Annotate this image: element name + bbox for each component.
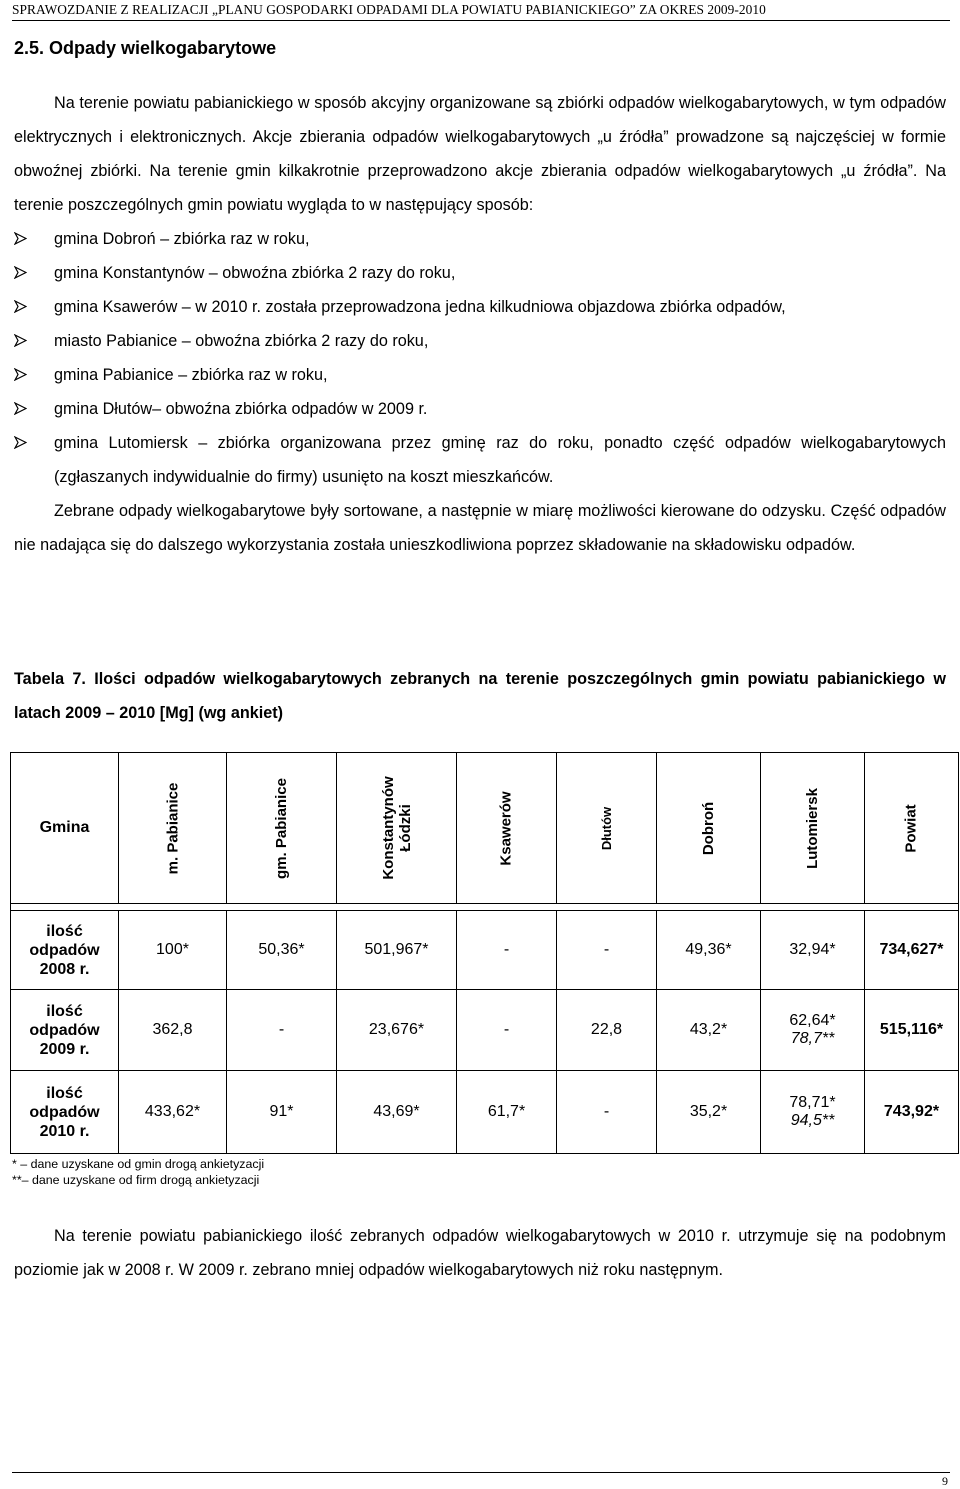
table-caption: Tabela 7. Ilości odpadów wielkogabarytowych zebranych na terenie poszczególnych gmin powiatu pabianickiego w latach 2009 – 2010 [Mg] (wg ankiet)	[14, 670, 946, 722]
list-item: gmina Pabianice – zbiórka raz w roku,	[14, 358, 946, 392]
arrowhead-bullet-icon	[14, 266, 27, 279]
header-gmina: Gmina	[11, 753, 119, 904]
closing-paragraph: Na terenie powiatu pabianickiego ilość zebranych odpadów wielkogabarytowych w 2010 r. utrzymuje się na podobnym poziomie jak w 2008 r. W 2009 r. zebrano mniej odpadów wielkogabarytowych niż roku następnym.	[14, 1227, 946, 1279]
list-item: gmina Dobroń – zbiórka raz w roku,	[14, 222, 946, 256]
list-item: gmina Lutomiersk – zbiórka organizowana przez gminę raz do roku, ponadto część odpadów wielkogabarytowych (zgłaszanych indywidualnie do firmy) usunięto na koszt mieszkańców.	[14, 426, 946, 494]
table-cell: 49,36*	[657, 911, 761, 990]
table-cell: 43,2*	[657, 990, 761, 1071]
table-spacer-row	[11, 904, 959, 911]
running-header: SPRAWOZDANIE Z REALIZACJI „PLANU GOSPODARKI ODPADAMI DLA POWIATU PABIANICKIEGO” ZA OKRES 2009-2010	[12, 2, 950, 21]
arrowhead-bullet-icon	[14, 300, 27, 313]
table-cell: 22,8	[557, 990, 657, 1071]
list-item: miasto Pabianice – obwoźna zbiórka 2 razy do roku,	[14, 324, 946, 358]
footnotes	[12, 1156, 264, 1188]
bullet-list	[14, 222, 946, 494]
table-cell: -	[457, 911, 557, 990]
table-cell: -	[457, 990, 557, 1071]
table-cell: -	[557, 1071, 657, 1154]
table-cell-total: 734,627*	[865, 911, 959, 990]
table-cell: 362,8	[119, 990, 227, 1071]
table-cell: -	[557, 911, 657, 990]
table-cell: 501,967*	[337, 911, 457, 990]
table-cell: 62,64* 78,7**	[761, 990, 865, 1071]
table-cell: 91*	[227, 1071, 337, 1154]
table-row	[11, 1071, 959, 1154]
waste-table	[10, 752, 959, 1154]
table-cell-total: 743,92*	[865, 1071, 959, 1154]
table-row	[11, 990, 959, 1071]
main-text	[14, 86, 946, 562]
footnote: * – dane uzyskane od gmin drogą ankietyzacji	[12, 1157, 265, 1171]
page-number: 9	[942, 1474, 948, 1488]
arrowhead-bullet-icon	[14, 436, 27, 449]
sorting-paragraph: Zebrane odpady wielkogabarytowe były sortowane, a następnie w miarę możliwości kierowane do odzysku. Część odpadów nie nadająca się do dalszego wykorzystania została unieszkodliwiona poprzez składowanie na składowisku odpadów.	[14, 502, 946, 554]
row-label: ilość odpadów 2009 r.	[11, 990, 119, 1071]
table-cell-total: 515,116*	[865, 990, 959, 1071]
table-cell: 23,676*	[337, 990, 457, 1071]
table-cell: 433,62*	[119, 1071, 227, 1154]
footnote: **– dane uzyskane od firm drogą ankietyzacji	[12, 1173, 260, 1187]
list-item: gmina Konstantynów – obwoźna zbiórka 2 razy do roku,	[14, 256, 946, 290]
column-header: Ksawerów	[457, 753, 557, 904]
table-cell: 100*	[119, 911, 227, 990]
table-cell: 32,94*	[761, 911, 865, 990]
table-cell: -	[227, 990, 337, 1071]
table-cell: 78,71* 94,5**	[761, 1071, 865, 1154]
arrowhead-bullet-icon	[14, 232, 27, 245]
arrowhead-bullet-icon	[14, 402, 27, 415]
row-label: ilość odpadów 2010 r.	[11, 1071, 119, 1154]
intro-paragraph: Na terenie powiatu pabianickiego w sposób akcyjny organizowane są zbiórki odpadów wielkogabarytowych, w tym odpadów elektrycznych i elektronicznych. Akcje zbierania odpadów wielkogabarytowych „u źródła” prowadzone są najczęściej w formie obwoźnej zbiórki. Na terenie gmin kilkakrotnie przeprowadzono akcje zbierania odpadów wielkogabarytowych „u źródła”. Na terenie poszczególnych gmin powiatu wygląda to w następujący sposób:	[14, 94, 946, 214]
column-header: Lutomiersk	[761, 753, 865, 904]
arrowhead-bullet-icon	[14, 368, 27, 381]
table-cell: 61,7*	[457, 1071, 557, 1154]
row-label: ilość odpadów 2008 r.	[11, 911, 119, 990]
arrowhead-bullet-icon	[14, 334, 27, 347]
table-row	[11, 911, 959, 990]
table-cell: 43,69*	[337, 1071, 457, 1154]
list-item: gmina Dłutów– obwoźna zbiórka odpadów w 2009 r.	[14, 392, 946, 426]
table-cell: 35,2*	[657, 1071, 761, 1154]
column-header: gm. Pabianice	[227, 753, 337, 904]
column-header: Powiat	[865, 753, 959, 904]
column-header: Dłutów	[557, 753, 657, 904]
table-cell: 50,36*	[227, 911, 337, 990]
column-header: Dobroń	[657, 753, 761, 904]
table-header-row	[11, 753, 959, 904]
column-header: Konstantynów Łódzki	[337, 753, 457, 904]
section-title: 2.5. Odpady wielkogabarytowe	[14, 38, 277, 58]
list-item: gmina Ksawerów – w 2010 r. została przeprowadzona jedna kilkudniowa objazdowa zbiórka odpadów,	[14, 290, 946, 324]
footer-divider	[12, 1472, 950, 1473]
column-header: m. Pabianice	[119, 753, 227, 904]
